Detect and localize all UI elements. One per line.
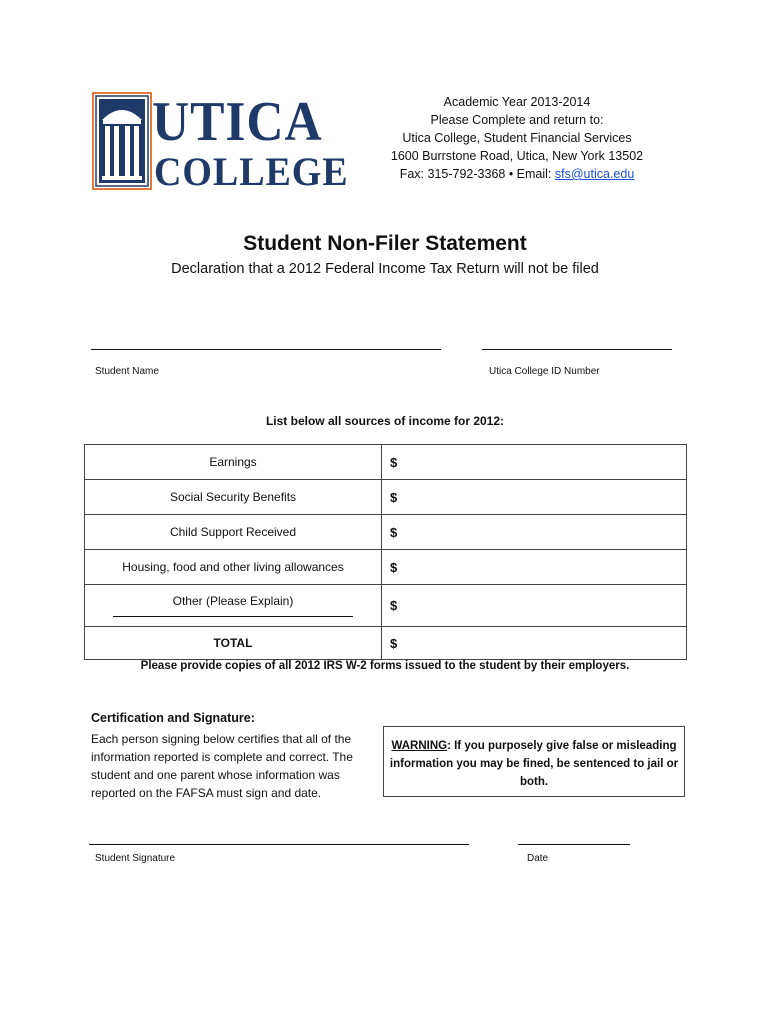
table-row <box>85 515 687 550</box>
office-name: Utica College, Student Financial Services <box>402 131 632 145</box>
form-subtitle: Declaration that a 2012 Federal Income Tax Return will not be filed <box>171 261 599 277</box>
warning-text: : If you purposely give false or misleading information you may be fined, be sentenced to jail or both. <box>389 740 679 788</box>
academic-year: Academic Year 2013-2014 <box>443 95 591 109</box>
student-name-field[interactable] <box>91 349 441 350</box>
income-label-other: Other (Please Explain) <box>172 594 294 608</box>
child-support-amount-field[interactable]: $ <box>382 515 687 550</box>
email-link[interactable]: sfs@utica.edu <box>554 167 635 181</box>
income-label-social-security: Social Security Benefits <box>85 480 382 515</box>
income-label-other-cell <box>85 585 382 627</box>
social-security-amount-field[interactable]: $ <box>382 480 687 515</box>
warning-word: WARNING <box>391 740 448 752</box>
income-label-earnings: Earnings <box>85 445 382 480</box>
table-row <box>85 627 687 660</box>
student-signature-field[interactable] <box>89 844 469 845</box>
student-id-field[interactable] <box>482 349 672 350</box>
income-heading: List below all sources of income for 2012: <box>265 414 505 428</box>
contact-block <box>382 93 652 183</box>
income-label-housing: Housing, food and other living allowances <box>85 550 382 585</box>
table-row <box>85 585 687 627</box>
utica-college-logo <box>92 91 349 194</box>
certification-text: Each person signing below certifies that all of the information reported is complete and correct. The student and one parent whose information was reported on the FAFSA must sign and date. <box>91 732 353 800</box>
office-address: 1600 Burrstone Road, Utica, New York 13502 <box>390 149 644 163</box>
other-amount-field[interactable]: $ <box>382 585 687 627</box>
other-explain-field[interactable] <box>113 615 353 617</box>
date-label: Date <box>527 853 549 864</box>
fax-text: Fax: 315-792-3368 • Email: <box>399 167 555 181</box>
total-label: TOTAL <box>85 627 382 660</box>
logo-text-college: COLLEGE <box>154 149 349 194</box>
warning-box <box>383 726 685 797</box>
table-row <box>85 550 687 585</box>
student-signature-label: Student Signature <box>95 853 176 864</box>
form-title: Student Non-Filer Statement <box>243 232 527 255</box>
building-emblem-icon <box>92 92 152 190</box>
logo-text-utica: UTICA <box>152 91 323 153</box>
student-name-label: Student Name <box>95 366 159 377</box>
student-id-label: Utica College ID Number <box>489 366 600 377</box>
w2-note: Please provide copies of all 2012 IRS W-2 forms issued to the student by their employers. <box>140 660 630 672</box>
fax-email-line <box>382 165 652 183</box>
return-instruction: Please Complete and return to: <box>430 113 604 127</box>
earnings-amount-field[interactable]: $ <box>382 445 687 480</box>
date-field[interactable] <box>518 844 630 845</box>
total-amount-field[interactable]: $ <box>382 627 687 660</box>
table-row <box>85 445 687 480</box>
table-row <box>85 480 687 515</box>
income-label-child-support: Child Support Received <box>85 515 382 550</box>
income-table <box>84 444 687 660</box>
certification-heading: Certification and Signature: <box>91 711 255 725</box>
housing-amount-field[interactable]: $ <box>382 550 687 585</box>
